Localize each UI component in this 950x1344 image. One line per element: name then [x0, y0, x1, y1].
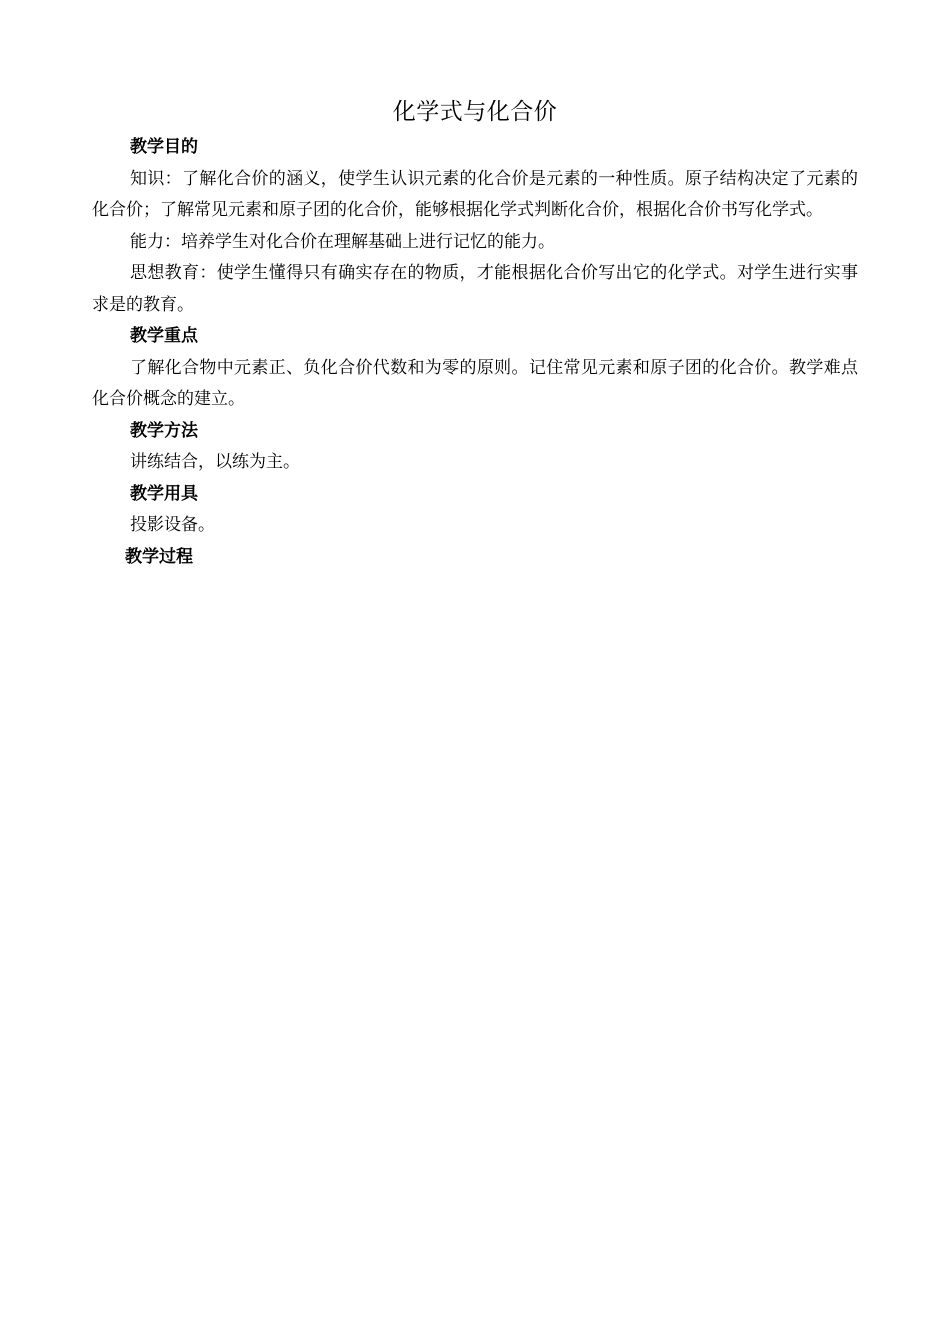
- objectives-knowledge-paragraph: 知识：了解化合价的涵义，使学生认识元素的化合价是元素的一种性质。原子结构决定了元素的化合价；了解常见元素和原子团的化合价，能够根据化学式判断化合价，根据化合价书写化学式。: [92, 168, 858, 220]
- methods-paragraph: 讲练结合，以练为主。: [130, 452, 300, 472]
- objectives-heading: 教学目的: [130, 137, 198, 157]
- tools-paragraph: 投影设备。: [130, 515, 215, 535]
- key-points-paragraph: 了解化合物中元素正、负化合价代数和为零的原则。记住常见元素和原子团的化合价。教学难点化合价概念的建立。: [92, 357, 858, 409]
- tools-heading: 教学用具: [130, 483, 198, 504]
- process-heading: 教学过程: [125, 546, 193, 567]
- document-body: [92, 132, 858, 573]
- key-points-heading: 教学重点: [130, 326, 198, 346]
- objectives-moral-paragraph: 思想教育：使学生懂得只有确实存在的物质，才能根据化合价写出它的化学式。对学生进行实事求是的教育。: [92, 263, 858, 315]
- document-title: 化学式与化合价: [392, 99, 558, 125]
- objectives-ability-paragraph: 能力：培养学生对化合价在理解基础上进行记忆的能力。: [130, 231, 555, 252]
- methods-heading: 教学方法: [130, 420, 198, 441]
